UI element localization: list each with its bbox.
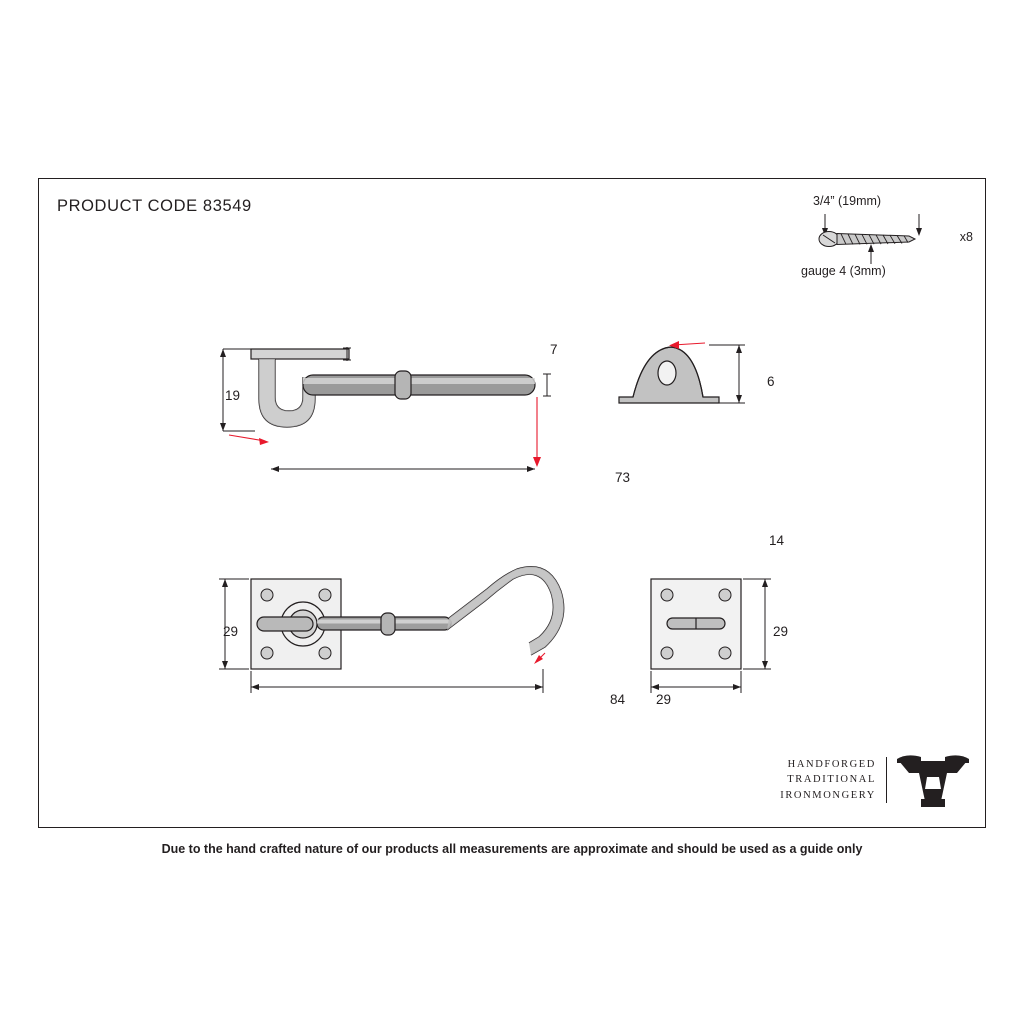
- dim-29-plate-width: 29: [223, 624, 239, 639]
- dim-29-eye-height: 29: [773, 624, 789, 639]
- dim-73: 73: [615, 470, 631, 485]
- side-elevation-hook-drawing: [199, 327, 599, 527]
- screw-gauge-label: gauge 4 (3mm): [801, 264, 886, 278]
- side-elevation-eye-plate-drawing: [599, 327, 799, 437]
- dim-19: 19: [225, 388, 241, 403]
- wood-screw-icon: [811, 194, 971, 284]
- anvil-letter-a-mark: [897, 751, 969, 809]
- disclaimer-text: Due to the hand crafted nature of our products all measurements are approximate and should be used as a guide only: [161, 842, 863, 856]
- brand-line-3: IRONMONGERY: [780, 789, 876, 801]
- dim-14: 14: [769, 533, 785, 548]
- brand-logo: [780, 751, 969, 809]
- screw-callout: [801, 194, 973, 284]
- screw-quantity-label: x8: [959, 230, 973, 244]
- plan-view-hook-drawing: [199, 561, 599, 721]
- screw-length-label: 3/4” (19mm): [813, 194, 882, 208]
- brand-line-1: HANDFORGED: [787, 759, 876, 771]
- brand-line-2: TRADITIONAL: [787, 774, 876, 786]
- dim-84: 84: [610, 692, 626, 707]
- dim-29-eye-width: 29: [656, 692, 672, 707]
- dim-6: 6: [767, 374, 775, 389]
- brand-logo-text: [780, 757, 887, 803]
- drawing-sheet: [38, 178, 986, 828]
- dim-7: 7: [550, 342, 558, 357]
- plan-view-eye-plate-drawing: [599, 561, 799, 721]
- product-code: PRODUCT CODE 83549: [57, 197, 252, 215]
